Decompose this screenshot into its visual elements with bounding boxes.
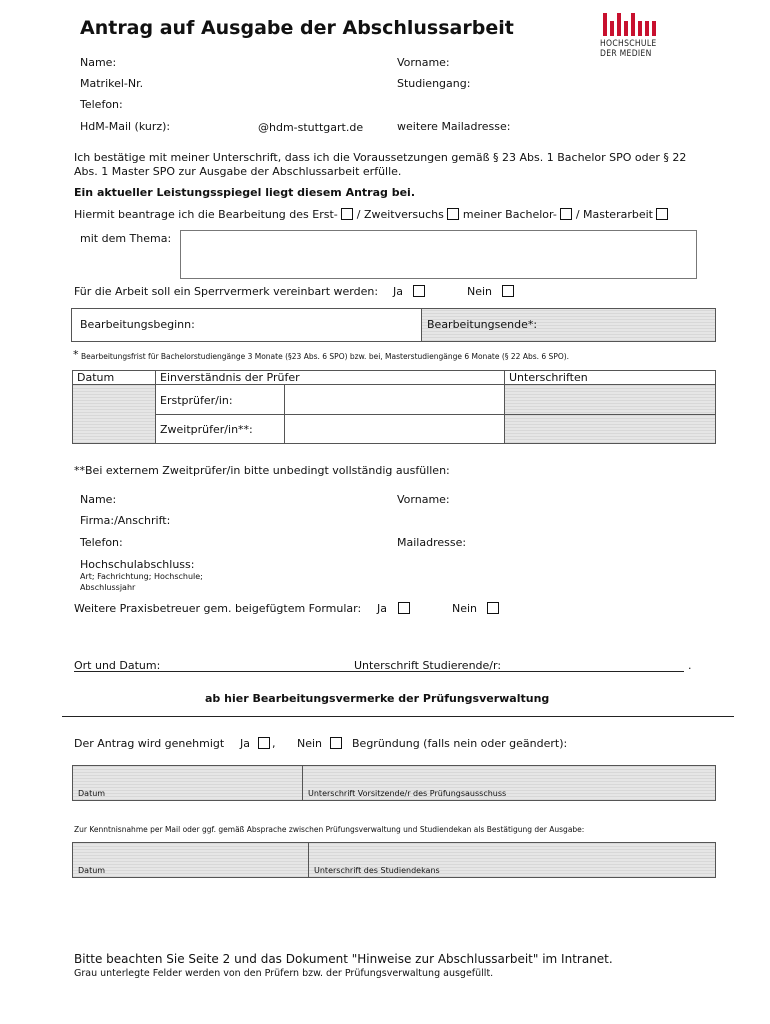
antrag-nein-checkbox[interactable] [330,737,342,749]
logo-line-1: HOCHSCHULE [600,39,657,49]
label-vorname: Vorname: [397,56,450,69]
footer-hinweis: Bitte beachten Sie Seite 2 und das Dokument "Hinweise zur Abschlussarbeit" im Intranet. [74,952,613,966]
zweitversuch-checkbox[interactable] [447,208,459,220]
extern-firma-label: Firma:/Anschrift: [80,514,171,527]
label-name: Name: [80,56,117,69]
hochschulabschluss-hint-2: Abschlussjahr [80,583,136,592]
signature-line [74,671,684,672]
thema-field[interactable] [180,230,697,279]
praxisbetreuer-label: Weitere Praxisbetreuer gem. beigefügtem Formular: [74,602,362,615]
beantragung-row [74,208,668,221]
ort-datum-label: Ort und Datum: [74,659,161,672]
sperrvermerk-nein-checkbox[interactable] [502,285,514,297]
signature-trailing-dot: . [688,659,692,672]
praxis-ja-checkbox[interactable] [398,602,410,614]
page-title: Antrag auf Ausgabe der Abschlussarbeit [80,17,514,39]
logo-line-2: DER MEDIEN [600,49,652,59]
sperrvermerk-ja-label: Ja [393,285,403,298]
antrag-ja-label: Ja [240,737,250,750]
extern-heading: **Bei externem Zweitprüfer/in bitte unbedingt vollständig ausfüllen: [74,464,450,477]
extern-mail-label: Mailadresse: [397,536,467,549]
sperrvermerk-ja-checkbox[interactable] [413,285,425,297]
master-label: / Masterarbeit [575,208,653,221]
extern-name-label: Name: [80,493,117,506]
antrag-comma: , [272,737,276,750]
dekan-datum-field [72,842,309,878]
hochschulabschluss-hint-1: Art; Fachrichtung; Hochschule; [80,572,203,581]
footnote-star: * [73,348,79,361]
verwaltung-heading: ab hier Bearbeitungsvermerke der Prüfungsverwaltung [205,692,550,705]
sperrvermerk-nein-label: Nein [467,285,493,298]
footer-grau-note: Grau unterlegte Felder werden von den Prüfern bzw. der Prüfungsverwaltung ausgefüllt. [74,968,494,979]
label-telefon: Telefon: [80,98,123,111]
beantrage-label: Hiermit beantrage ich die Bearbeitung des Erst- [74,208,338,221]
label-studiengang: Studiengang: [397,77,471,90]
extern-vorname-label: Vorname: [397,493,450,506]
praxis-ja-label: Ja [377,602,387,615]
bachelor-label: meiner Bachelor- [462,208,557,221]
praxis-nein-label: Nein [452,602,478,615]
label-thema: mit dem Thema: [80,232,172,245]
confirm-line-1: Ich bestätige mit meiner Unterschrift, dass ich die Voraussetzungen gemäß § 23 Abs. 1 Bachelor SPO oder § 22 [74,151,687,164]
bearbeitungsbeginn-label: Bearbeitungsbeginn: [80,318,195,331]
extern-telefon-label: Telefon: [80,536,123,549]
praxis-nein-checkbox[interactable] [487,602,499,614]
confirm-line-2: Abs. 1 Master SPO zur Ausgabe der Abschlussarbeit erfülle. [74,165,402,178]
erstpruefer-label: Erstprüfer/in: [160,394,233,407]
col-einverstaendnis: Einverständnis der Prüfer [160,371,300,384]
label-matrikel: Matrikel-Nr. [80,77,144,90]
verwaltung-divider [62,716,734,717]
bachelor-checkbox[interactable] [560,208,572,220]
mail-domain: @hdm-stuttgart.de [258,121,364,134]
col-unterschriften: Unterschriften [509,371,588,384]
zweitpruefer-label: Zweitprüfer/in**: [160,423,253,436]
bearbeitungsende-label: Bearbeitungsende*: [427,318,538,331]
dekan-datum-label: Datum [78,866,106,875]
zweitversuch-label: / Zweitversuchs [356,208,444,221]
kenntnisnahme-note: Zur Kenntnisnahme per Mail oder ggf. gemäß Absprache zwischen Prüfungsverwaltung und Studiendekan als Bestätigung der Ausgabe: [74,825,585,834]
datum-cell [73,384,155,443]
erstversuch-checkbox[interactable] [341,208,353,220]
begruendung-label: Begründung (falls nein oder geändert): [352,737,568,750]
antrag-nein-label: Nein [297,737,323,750]
hochschulabschluss-label: Hochschulabschluss: [80,558,195,571]
bearbeitungsfrist-note: Bearbeitungsfrist für Bachelorstudiengänge 3 Monate (§23 Abs. 6 SPO) bzw. bei, Masterstudiengänge 6 Monate (§ 22 Abs. 6 SPO). [81,352,570,361]
antrag-genehmigt-label: Der Antrag wird genehmigt [74,737,225,750]
leistungsspiegel-note: Ein aktueller Leistungsspiegel liegt diesem Antrag bei. [74,186,416,199]
vorsitz-unterschrift-label: Unterschrift Vorsitzende/r des Prüfungsausschuss [308,789,507,798]
studiendekan-unterschrift-label: Unterschrift des Studiendekans [314,866,440,875]
antrag-ja-checkbox[interactable] [258,737,270,749]
master-checkbox[interactable] [656,208,668,220]
verwaltung-datum-label: Datum [78,789,106,798]
verwaltung-datum-field [72,765,303,801]
col-datum: Datum [77,371,115,384]
sperrvermerk-label: Für die Arbeit soll ein Sperrvermerk vereinbart werden: [74,285,379,298]
label-weitere-mail: weitere Mailadresse: [397,120,511,133]
unterschrift-studierende-label: Unterschrift Studierende/r: [354,659,502,672]
label-hdm-mail: HdM-Mail (kurz): [80,120,171,133]
